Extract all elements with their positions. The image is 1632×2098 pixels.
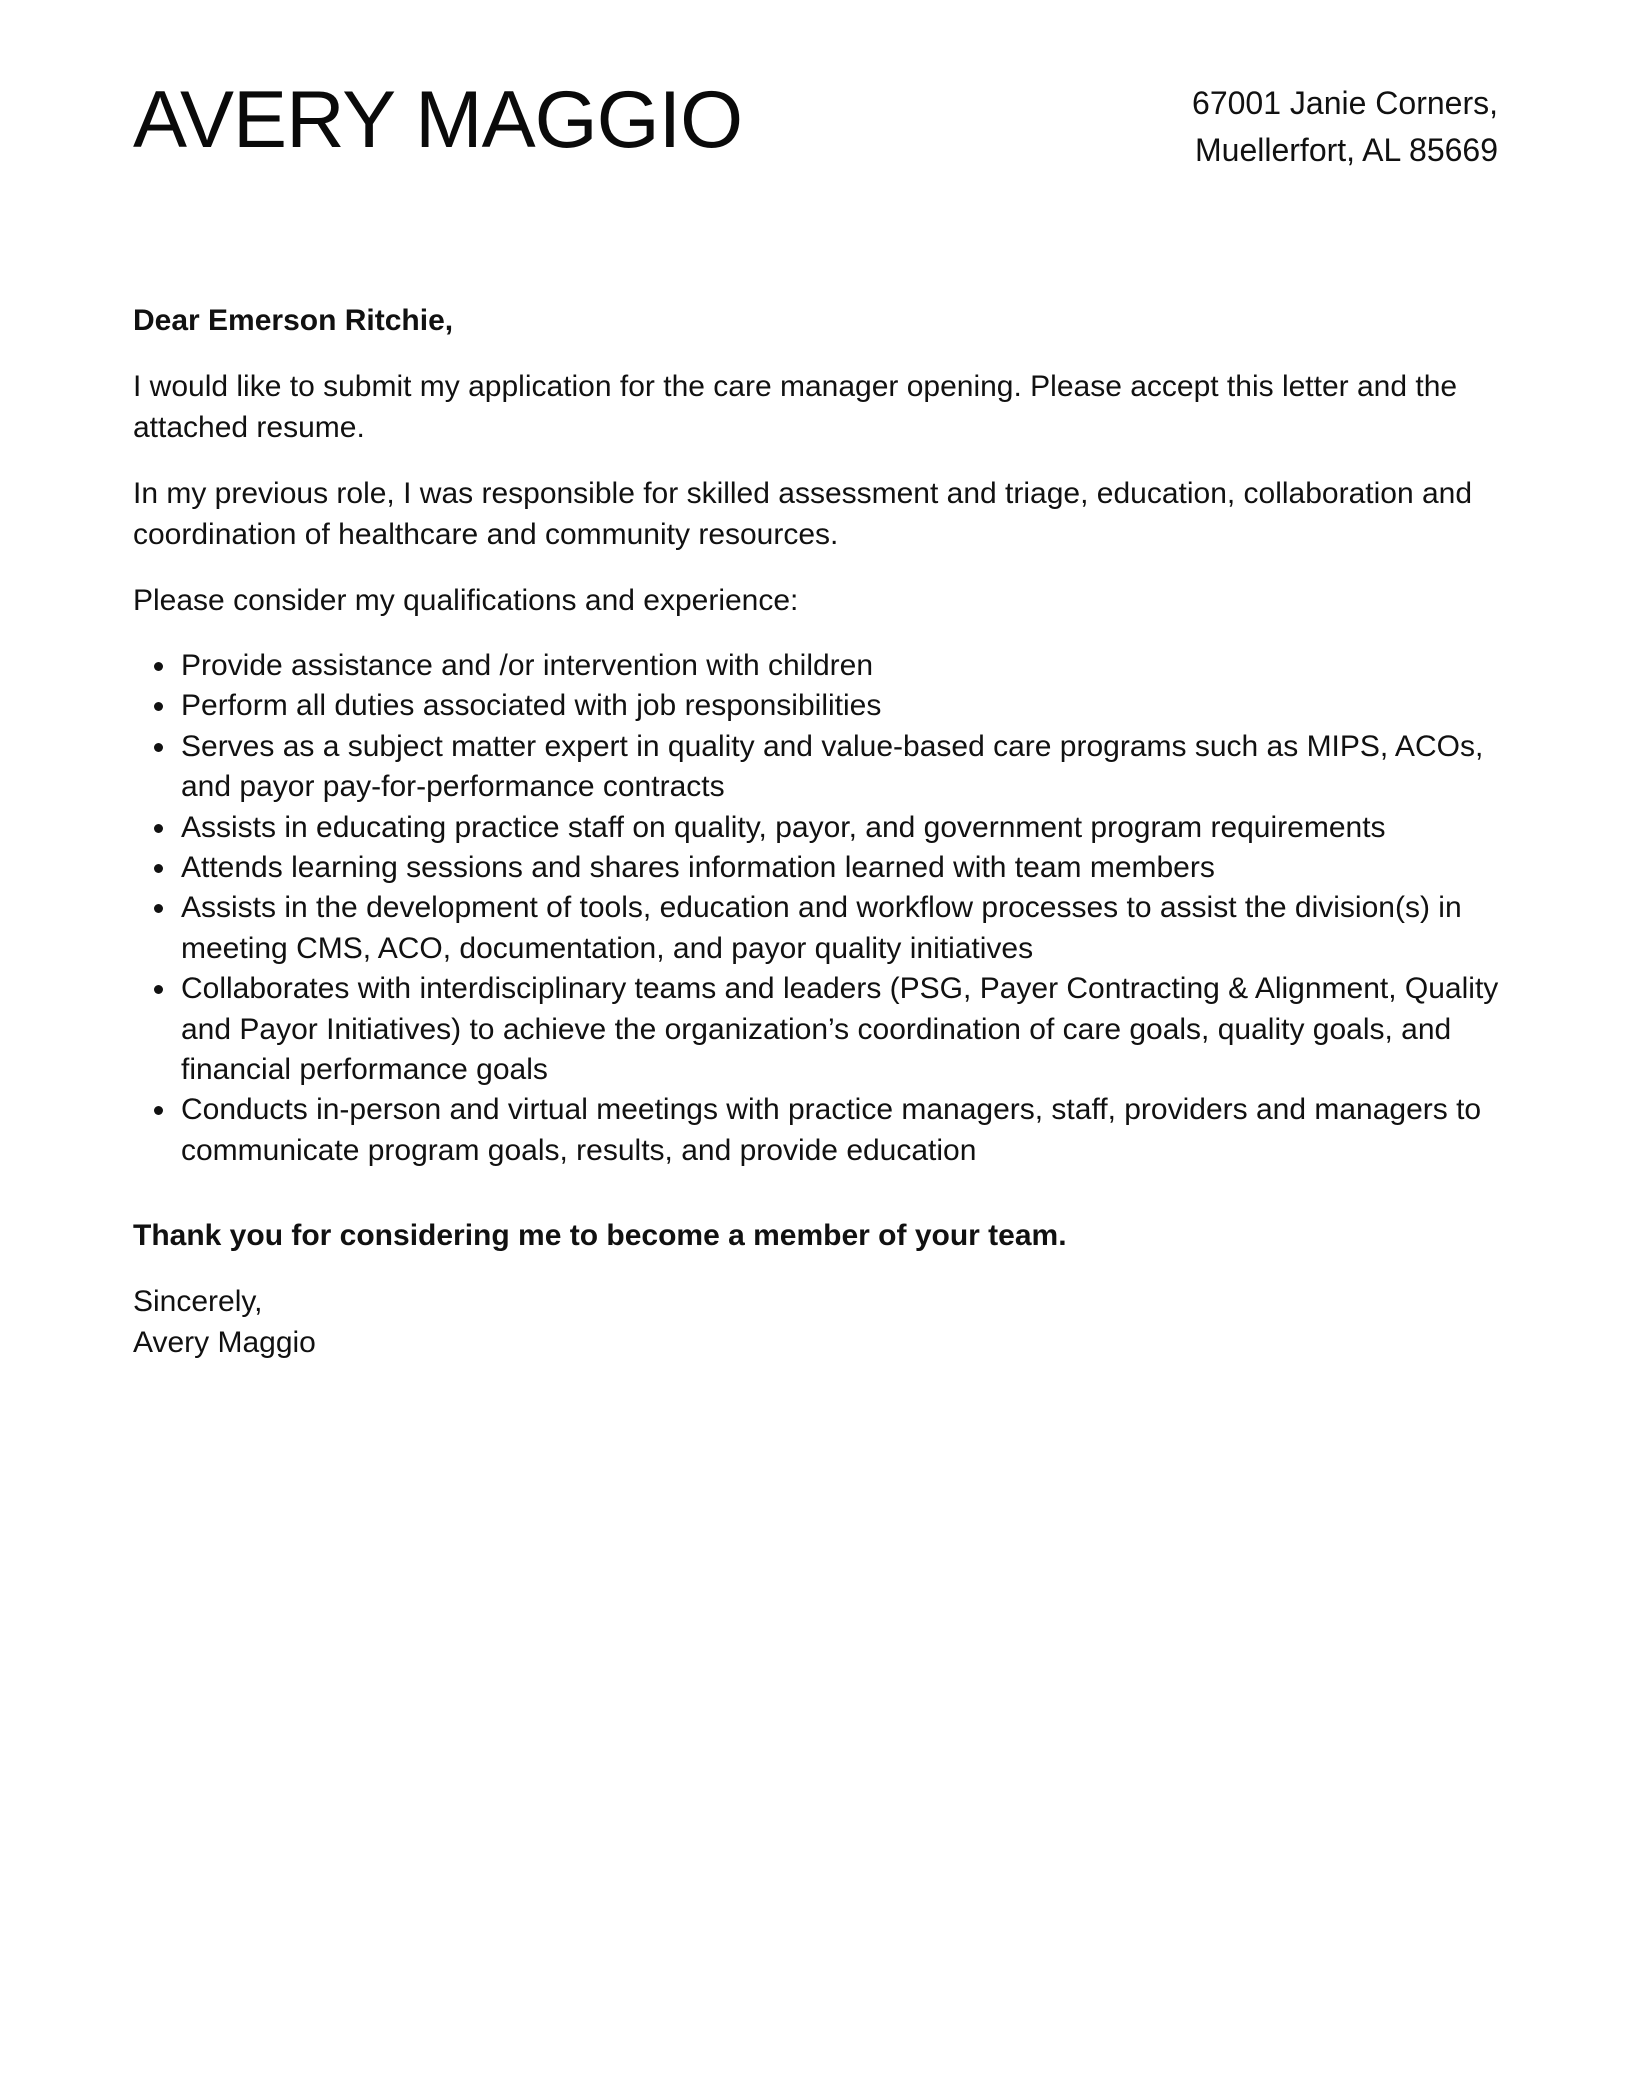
- qualifications-intro: Please consider my qualifications and experience:: [133, 584, 799, 617]
- list-item-text: Assists in educating practice staff on quality, payor, and government program requirements: [181, 810, 1386, 844]
- bullet-icon: [154, 702, 163, 711]
- closing-statement: Thank you for considering me to become a member of your team.: [133, 1219, 1067, 1253]
- list-item-text: Conducts in-person and virtual meetings with practice managers, staff, providers and managers to communicate program goals, results, and provide education: [181, 1093, 1482, 1167]
- paragraph-application: I would like to submit my application for the care manager opening. Please accept this letter and the attached resume.: [133, 370, 1458, 444]
- list-item-text: Assists in the development of tools, education and workflow processes to assist the division(s) in meeting CMS, ACO, documentation, and payor quality initiatives: [181, 891, 1462, 965]
- list-item: [181, 646, 1501, 686]
- signoff: Sincerely,: [133, 1285, 263, 1319]
- bullet-icon: [154, 904, 163, 913]
- bullet-icon: [154, 985, 163, 994]
- list-item-text: Serves as a subject matter expert in quality and value-based care programs such as MIPS, ACOs, and payor pay-for-performance contracts: [181, 729, 1484, 804]
- qualifications-list: [133, 646, 1498, 1171]
- list-item-text: Collaborates with interdisciplinary teams and leaders (PSG, Payer Contracting & Alignment, Quality and Payor Initiatives) to achieve the organization’s coordination of care goals, quality goals, and financial performance goals: [181, 972, 1499, 1087]
- applicant-address: [1192, 80, 1498, 174]
- bullet-icon: [154, 824, 163, 833]
- applicant-name: AVERY MAGGIO: [133, 75, 743, 165]
- list-item: [181, 969, 1501, 1090]
- bullet-icon: [154, 662, 163, 671]
- signature-name: Avery Maggio: [133, 1326, 316, 1360]
- signoff-block: [133, 1281, 1498, 1363]
- list-item: [181, 686, 1501, 726]
- list-item-text: Perform all duties associated with job responsibilities: [181, 689, 882, 723]
- salutation: Dear Emerson Ritchie,: [133, 304, 454, 337]
- address-line-2: Muellerfort, AL 85669: [1195, 132, 1498, 168]
- letter-header: [133, 70, 1498, 190]
- letter-body: [133, 300, 1498, 1363]
- paragraph-previous-role: In my previous role, I was responsible for skilled assessment and triage, education, collaboration and coordination of healthcare and community resources.: [133, 477, 1473, 551]
- list-item: [181, 888, 1501, 969]
- list-item: [181, 808, 1501, 848]
- list-item-text: Attends learning sessions and shares information learned with team members: [181, 851, 1215, 885]
- bullet-icon: [154, 743, 163, 752]
- list-item: [181, 727, 1501, 808]
- address-line-1: 67001 Janie Corners,: [1192, 85, 1498, 121]
- list-item: [181, 1090, 1501, 1171]
- bullet-icon: [154, 1106, 163, 1115]
- list-item-text: Provide assistance and /or intervention with children: [181, 649, 874, 682]
- bullet-icon: [154, 864, 163, 873]
- list-item: [181, 848, 1501, 888]
